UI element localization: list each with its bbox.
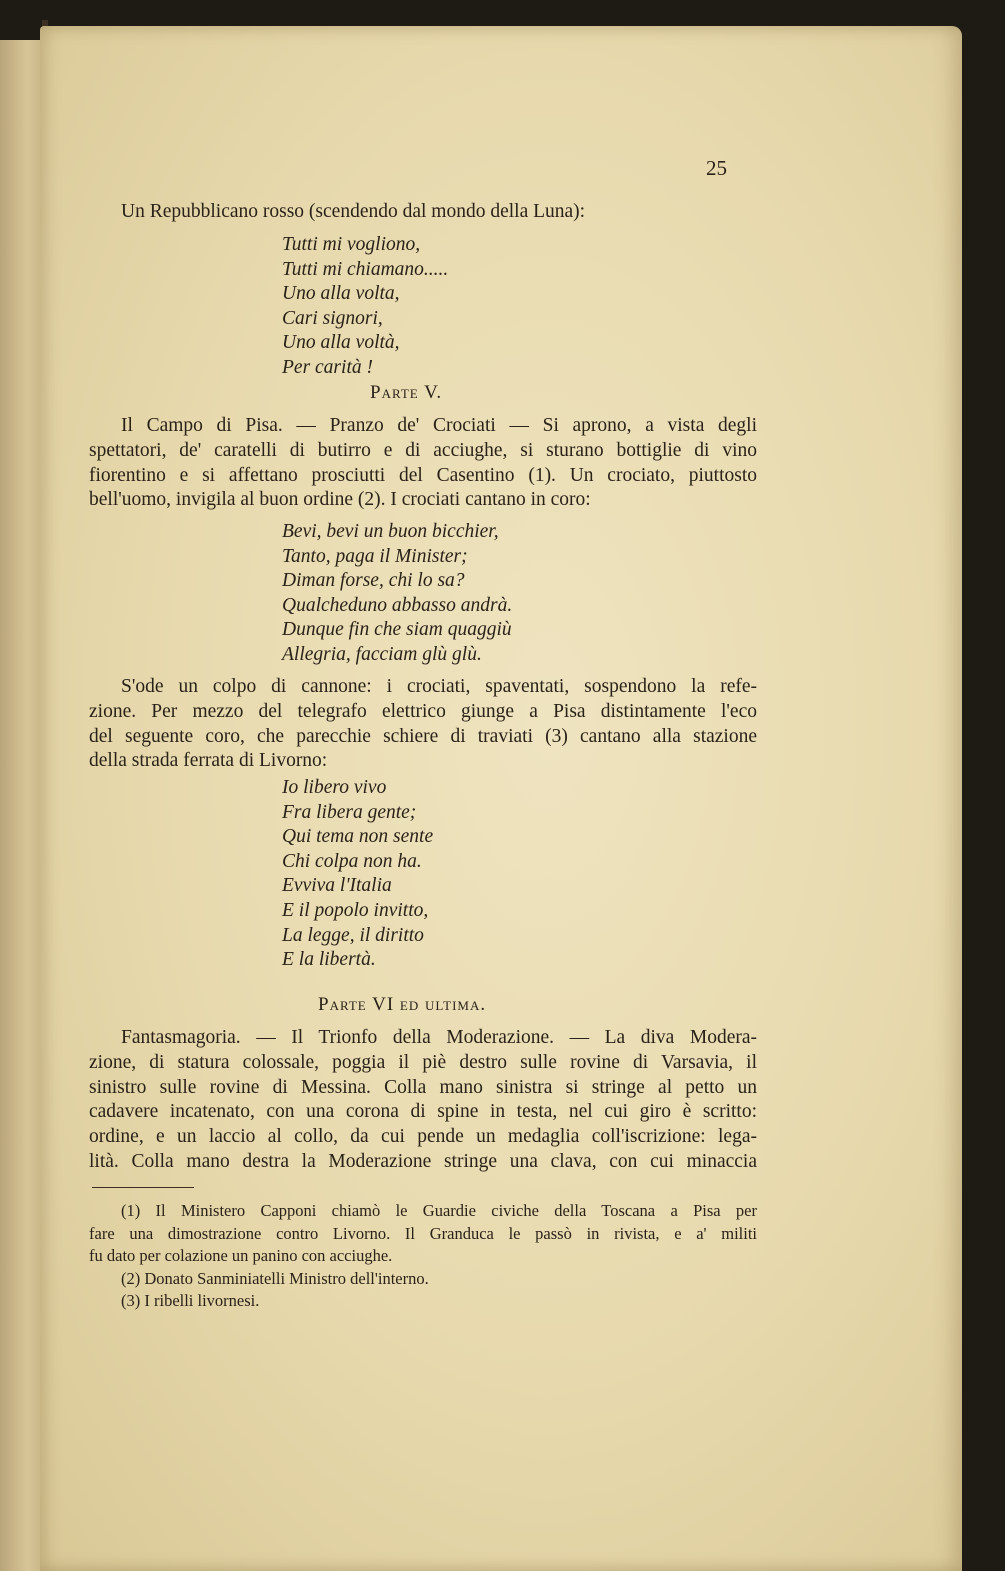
paragraph-line: zione. Per mezzo del telegrafo elettrico giunge a Pisa distintamente l'eco bbox=[89, 700, 757, 722]
verse-line: Tanto, paga il Minister; bbox=[282, 545, 468, 567]
book-page bbox=[40, 26, 962, 1571]
verse-line: Qui tema non sente bbox=[282, 826, 434, 848]
footnote-2: (2) Donato Sanminiatelli Ministro dell'interno. bbox=[121, 1268, 429, 1288]
section-heading-parte-vi: Parte VI ed ultima. bbox=[318, 994, 487, 1015]
page-number: 25 bbox=[706, 156, 727, 180]
paragraph-line: spettatori, de' caratelli di butirro e di acciughe, si sturano bottiglie di vino bbox=[89, 439, 757, 461]
paragraph-line: del seguente coro, che parecchie schiere di traviati (3) cantano alla stazione bbox=[89, 725, 757, 747]
paragraph-line: Il Campo di Pisa. — Pranzo de' Crociati — Si aprono, a vista degli bbox=[121, 415, 757, 436]
verse-line: Allegria, facciam glù glù. bbox=[282, 643, 482, 665]
verse-line: Tutti mi chiamano..... bbox=[282, 258, 449, 280]
paragraph-fantasmagoria bbox=[89, 1026, 757, 1175]
verse-line: E la libertà. bbox=[282, 949, 376, 971]
paragraph-line: Fantasmagoria. — Il Trionfo della Moderazione. — La diva Modera- bbox=[121, 1027, 757, 1048]
footnote-line: fare una dimostrazione contro Livorno. Il Granduca le passò in rivista, e a' militi bbox=[89, 1223, 757, 1243]
verse-line: Fra libera gente; bbox=[282, 801, 417, 823]
paragraph-line: lità. Colla mano destra la Moderazione stringe una clava, con cui minaccia bbox=[89, 1150, 757, 1172]
verse-line: Uno alla volta, bbox=[282, 283, 400, 305]
paragraph-line: della strada ferrata di Livorno: bbox=[89, 750, 328, 772]
paragraph-colpo-di-cannone bbox=[89, 675, 757, 774]
paragraph-line: bell'uomo, invigila al buon ordine (2). I crociati cantano in coro: bbox=[89, 489, 591, 511]
footnote-3: (3) I ribelli livornesi. bbox=[121, 1291, 260, 1310]
verse-line: Per carità ! bbox=[282, 356, 373, 378]
speaker-line-text: Un Repubblicano rosso (scendendo dal mondo della Luna): bbox=[121, 201, 586, 222]
verse-stanza-1 bbox=[282, 233, 448, 381]
verse-line: Io libero vivo bbox=[282, 777, 387, 798]
footnotes bbox=[89, 1200, 757, 1313]
section-heading-parte-v: Parte V. bbox=[370, 382, 443, 403]
footnote-line: (1) Il Ministero Capponi chiamò le Guardie civiche della Toscana a Pisa per bbox=[121, 1201, 757, 1220]
paragraph-line: ordine, e un laccio al collo, da cui pende un medaglia coll'iscrizione: lega- bbox=[89, 1126, 757, 1148]
verse-line: Tutti mi vogliono, bbox=[282, 234, 421, 255]
verse-line: Evviva l'Italia bbox=[282, 875, 392, 897]
verse-stanza-2 bbox=[282, 520, 512, 668]
verse-line: La legge, il diritto bbox=[282, 924, 424, 946]
paragraph-line: cadavere incatenato, con una corona di spine in testa, nel cui giro è scritto: bbox=[89, 1101, 757, 1123]
verse-line: Uno alla voltà, bbox=[282, 332, 400, 354]
verse-line: Bevi, bevi un buon bicchier, bbox=[282, 521, 499, 542]
verse-line: Cari signori, bbox=[282, 307, 383, 329]
footnote-separator bbox=[92, 1187, 194, 1188]
paragraph-line: zione, di statura colossale, poggia il piè destro sulle rovine di Varsavia, il bbox=[89, 1051, 757, 1073]
paragraph-line: fiorentino e si affettano prosciutti del Casentino (1). Un crociato, piuttosto bbox=[89, 464, 757, 486]
paragraph-line: S'ode un colpo di cannone: i crociati, spaventati, sospendono la refe- bbox=[121, 676, 757, 697]
footnote-line: fu dato per colazione un panino con acciughe. bbox=[89, 1246, 393, 1265]
verse-line: Chi colpa non ha. bbox=[282, 850, 422, 872]
paragraph-line: sinistro sulle rovine di Messina. Colla mano sinistra si stringe al petto un bbox=[89, 1076, 757, 1098]
verse-stanza-3 bbox=[282, 776, 433, 973]
verse-line: Diman forse, chi lo sa? bbox=[282, 570, 465, 592]
verse-line: Dunque fin che siam quaggiù bbox=[282, 619, 512, 641]
paragraph-campo-di-pisa bbox=[89, 414, 757, 513]
verse-line: E il popolo invitto, bbox=[282, 899, 429, 921]
verse-line: Qualcheduno abbasso andrà. bbox=[282, 594, 513, 616]
speaker-line bbox=[89, 200, 757, 225]
